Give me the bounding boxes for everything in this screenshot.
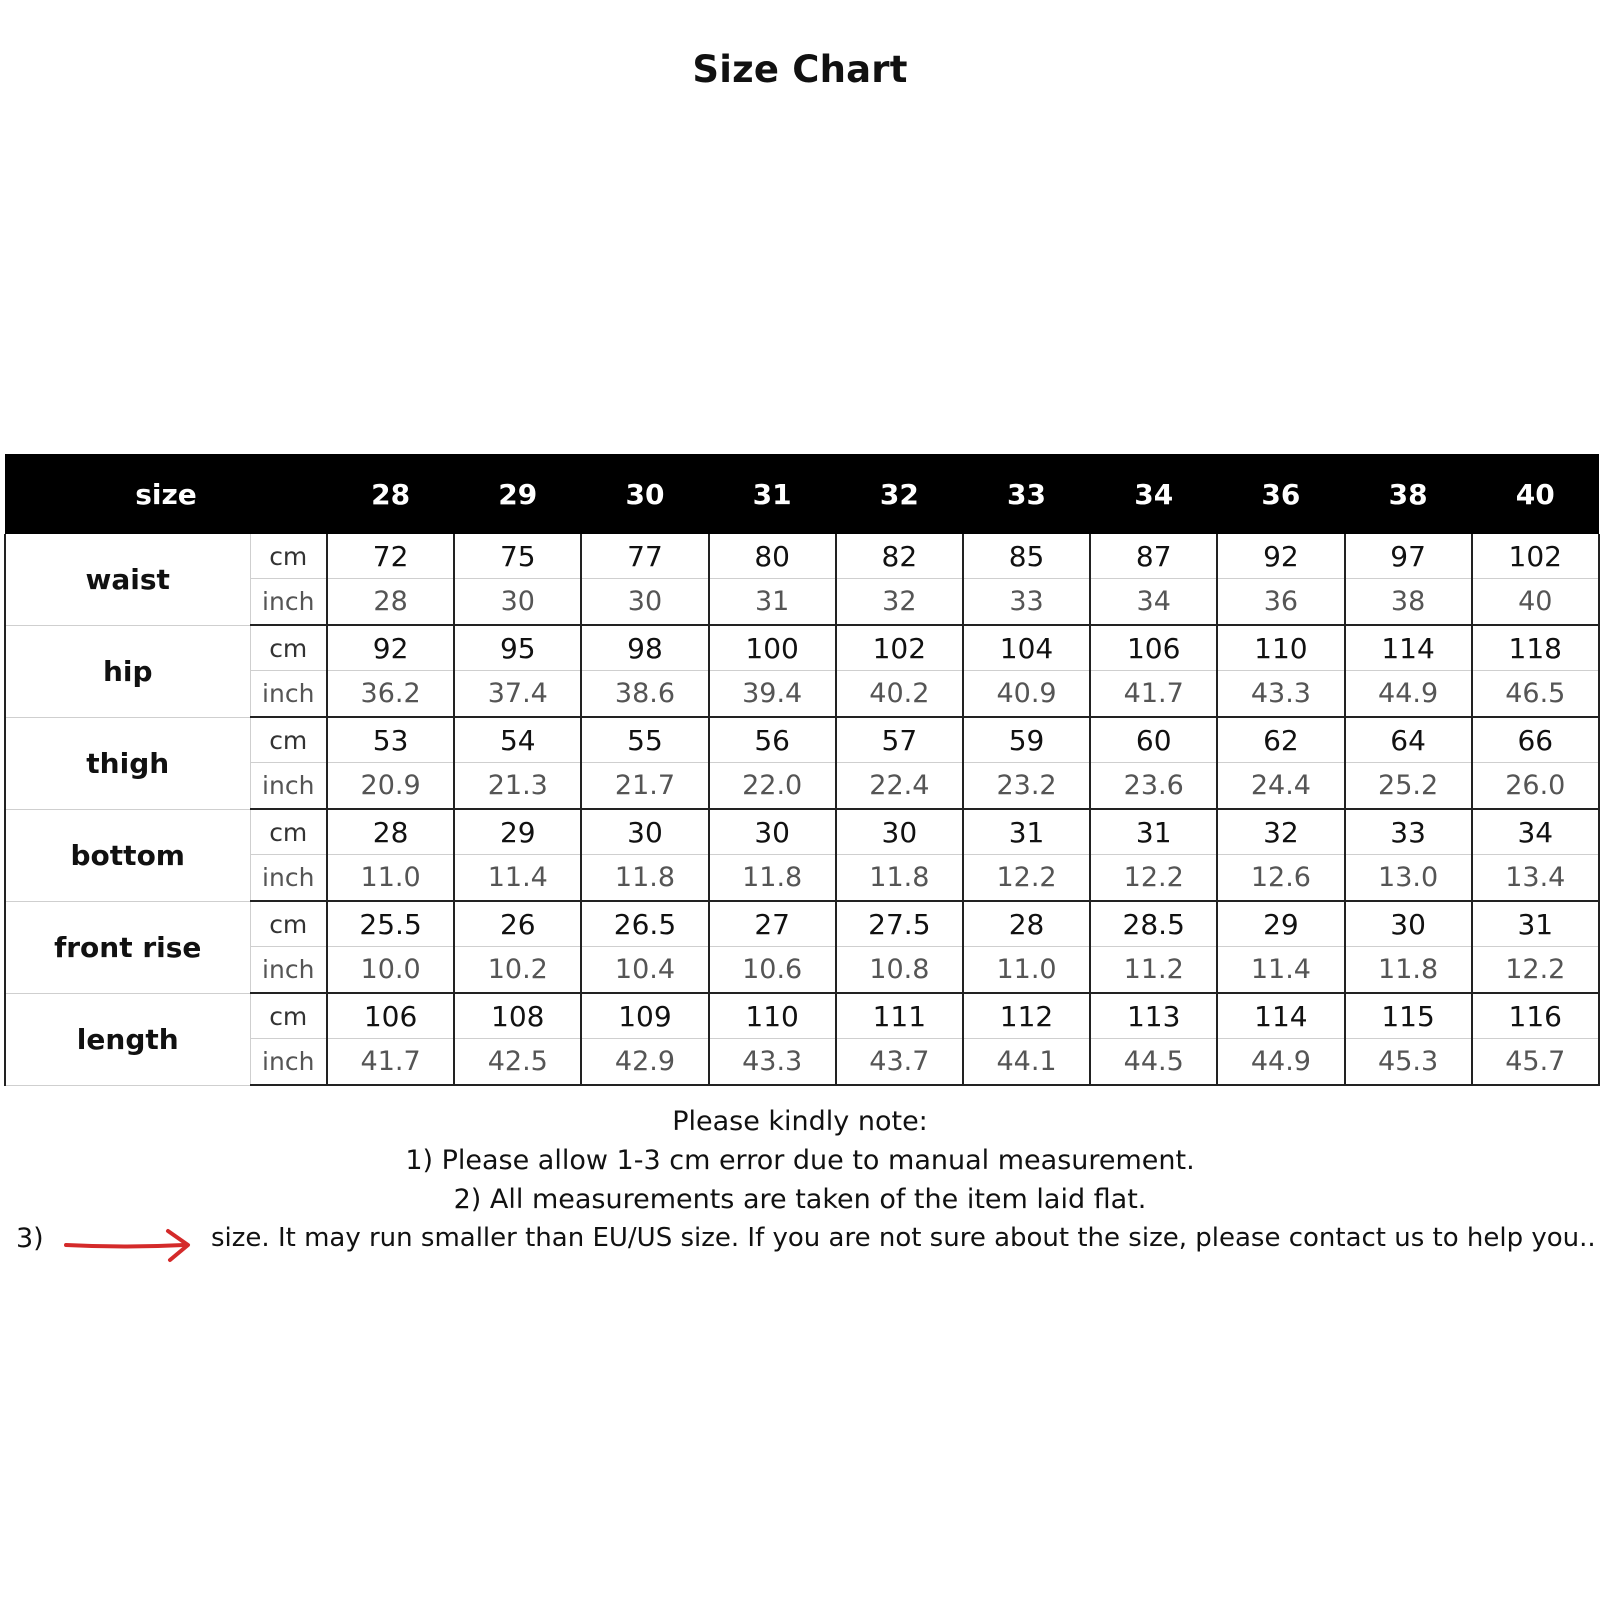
size-header-cell: 40 [1472, 454, 1599, 534]
table-cell: 30 [836, 809, 963, 855]
table-cell: 95 [454, 625, 581, 671]
table-cell: 44.9 [1217, 1039, 1344, 1086]
table-cell: 33 [1345, 809, 1472, 855]
table-cell: 37.4 [454, 671, 581, 718]
size-chart-table [4, 454, 1600, 1086]
note-3-number: 3) [16, 1223, 44, 1254]
unit-label: cm [250, 625, 327, 671]
unit-label: cm [250, 993, 327, 1039]
table-cell: 92 [327, 625, 454, 671]
size-header-cell: 33 [963, 454, 1090, 534]
table-cell: 30 [581, 579, 708, 626]
table-cell: 43.3 [709, 1039, 836, 1086]
table-cell: 11.4 [1217, 947, 1344, 994]
table-cell: 24.4 [1217, 763, 1344, 810]
table-header-row [5, 454, 1599, 534]
unit-label: inch [250, 671, 327, 718]
table-cell: 39.4 [709, 671, 836, 718]
measurement-label: front rise [5, 901, 250, 993]
table-cell: 10.2 [454, 947, 581, 994]
unit-label: inch [250, 579, 327, 626]
table-cell: 44.5 [1090, 1039, 1217, 1086]
table-row [5, 809, 1599, 855]
table-cell: 22.4 [836, 763, 963, 810]
table-cell: 72 [327, 534, 454, 579]
table-cell: 23.6 [1090, 763, 1217, 810]
table-cell: 34 [1472, 809, 1599, 855]
table-cell: 57 [836, 717, 963, 763]
table-cell: 46.5 [1472, 671, 1599, 718]
table-cell: 10.0 [327, 947, 454, 994]
size-header-cell: 32 [836, 454, 963, 534]
table-cell: 115 [1345, 993, 1472, 1039]
table-cell: 26.5 [581, 901, 708, 947]
table-cell: 42.9 [581, 1039, 708, 1086]
measurement-label: hip [5, 625, 250, 717]
size-header-cell: 30 [581, 454, 708, 534]
table-cell: 112 [963, 993, 1090, 1039]
table-row [5, 993, 1599, 1039]
table-row [5, 534, 1599, 579]
table-cell: 53 [327, 717, 454, 763]
table-cell: 92 [1217, 534, 1344, 579]
table-cell: 36 [1217, 579, 1344, 626]
table-cell: 31 [1090, 809, 1217, 855]
measurement-label: length [5, 993, 250, 1085]
size-header-cell: 29 [454, 454, 581, 534]
unit-label: inch [250, 1039, 327, 1086]
table-cell: 20.9 [327, 763, 454, 810]
table-cell: 28.5 [1090, 901, 1217, 947]
table-cell: 85 [963, 534, 1090, 579]
table-cell: 116 [1472, 993, 1599, 1039]
table-cell: 75 [454, 534, 581, 579]
measurement-label: waist [5, 534, 250, 625]
table-cell: 27.5 [836, 901, 963, 947]
table-cell: 42.5 [454, 1039, 581, 1086]
table-cell: 32 [836, 579, 963, 626]
unit-label: inch [250, 855, 327, 902]
table-cell: 31 [709, 579, 836, 626]
table-cell: 11.2 [1090, 947, 1217, 994]
table-cell: 28 [327, 809, 454, 855]
table-body [5, 534, 1599, 1085]
table-cell: 41.7 [327, 1039, 454, 1086]
table-cell: 100 [709, 625, 836, 671]
table-cell: 38.6 [581, 671, 708, 718]
table-cell: 38 [1345, 579, 1472, 626]
table-cell: 45.7 [1472, 1039, 1599, 1086]
table-cell: 110 [709, 993, 836, 1039]
table-cell: 44.1 [963, 1039, 1090, 1086]
table-cell: 11.8 [709, 855, 836, 902]
table-cell: 59 [963, 717, 1090, 763]
unit-label: inch [250, 763, 327, 810]
table-cell: 13.4 [1472, 855, 1599, 902]
table-cell: 87 [1090, 534, 1217, 579]
table-cell: 114 [1345, 625, 1472, 671]
table-cell: 11.4 [454, 855, 581, 902]
table-cell: 31 [963, 809, 1090, 855]
table-cell: 10.6 [709, 947, 836, 994]
table-cell: 41.7 [1090, 671, 1217, 718]
table-cell: 12.2 [963, 855, 1090, 902]
size-header-cell: 36 [1217, 454, 1344, 534]
table-cell: 21.3 [454, 763, 581, 810]
unit-label: cm [250, 809, 327, 855]
table-cell: 30 [709, 809, 836, 855]
table-cell: 30 [581, 809, 708, 855]
table-cell: 44.9 [1345, 671, 1472, 718]
table-cell: 10.8 [836, 947, 963, 994]
table-cell: 12.2 [1090, 855, 1217, 902]
table-cell: 40.2 [836, 671, 963, 718]
table-cell: 114 [1217, 993, 1344, 1039]
note-line-1: 1) Please allow 1-3 cm error due to manual measurement. [405, 1145, 1195, 1176]
table-cell: 25.2 [1345, 763, 1472, 810]
table-cell: 40.9 [963, 671, 1090, 718]
table-cell: 77 [581, 534, 708, 579]
table-cell: 82 [836, 534, 963, 579]
table-cell: 111 [836, 993, 963, 1039]
table-row [5, 717, 1599, 763]
right-arrow-icon [64, 1227, 194, 1263]
table-cell: 34 [1090, 579, 1217, 626]
table-cell: 97 [1345, 534, 1472, 579]
table-cell: 80 [709, 534, 836, 579]
table-cell: 30 [454, 579, 581, 626]
table-row [5, 625, 1599, 671]
note-line-2: 2) All measurements are taken of the item laid flat. [453, 1184, 1147, 1215]
table-cell: 11.0 [327, 855, 454, 902]
table-cell: 33 [963, 579, 1090, 626]
table-cell: 30 [1345, 901, 1472, 947]
unit-label: inch [250, 947, 327, 994]
table-cell: 104 [963, 625, 1090, 671]
table-cell: 45.3 [1345, 1039, 1472, 1086]
table-cell: 102 [1472, 534, 1599, 579]
table-cell: 28 [327, 579, 454, 626]
table-cell: 64 [1345, 717, 1472, 763]
table-cell: 27 [709, 901, 836, 947]
table-cell: 113 [1090, 993, 1217, 1039]
table-cell: 102 [836, 625, 963, 671]
table-cell: 11.0 [963, 947, 1090, 994]
unit-label: cm [250, 717, 327, 763]
note-line-3 [0, 1223, 1600, 1263]
table-cell: 40 [1472, 579, 1599, 626]
table-cell: 29 [454, 809, 581, 855]
table-cell: 11.8 [836, 855, 963, 902]
table-cell: 13.0 [1345, 855, 1472, 902]
size-header-cell: 34 [1090, 454, 1217, 534]
table-cell: 109 [581, 993, 708, 1039]
table-cell: 106 [1090, 625, 1217, 671]
table-cell: 26.0 [1472, 763, 1599, 810]
note-3-text: size. It may run smaller than EU/US size. If you are not sure about the size, please contact us to help you.. [211, 1223, 1596, 1253]
size-header-cell: 28 [327, 454, 454, 534]
table-cell: 11.8 [1345, 947, 1472, 994]
table-cell: 54 [454, 717, 581, 763]
table-cell: 11.8 [581, 855, 708, 902]
measurement-label: thigh [5, 717, 250, 809]
table-cell: 43.7 [836, 1039, 963, 1086]
size-header-cell: 38 [1345, 454, 1472, 534]
chart-title: Size Chart [692, 48, 908, 91]
table-cell: 55 [581, 717, 708, 763]
table-cell: 98 [581, 625, 708, 671]
table-cell: 43.3 [1217, 671, 1344, 718]
table-cell: 66 [1472, 717, 1599, 763]
table-cell: 32 [1217, 809, 1344, 855]
table-row [5, 901, 1599, 947]
unit-label: cm [250, 534, 327, 579]
table-cell: 108 [454, 993, 581, 1039]
table-cell: 36.2 [327, 671, 454, 718]
table-cell: 62 [1217, 717, 1344, 763]
table-cell: 26 [454, 901, 581, 947]
table-cell: 25.5 [327, 901, 454, 947]
measurement-label: bottom [5, 809, 250, 901]
table-cell: 22.0 [709, 763, 836, 810]
table-cell: 60 [1090, 717, 1217, 763]
table-cell: 12.6 [1217, 855, 1344, 902]
table-cell: 23.2 [963, 763, 1090, 810]
size-header-cell: 31 [709, 454, 836, 534]
size-header-label: size [5, 454, 327, 534]
unit-label: cm [250, 901, 327, 947]
table-cell: 118 [1472, 625, 1599, 671]
table-cell: 10.4 [581, 947, 708, 994]
table-cell: 12.2 [1472, 947, 1599, 994]
table-cell: 29 [1217, 901, 1344, 947]
table-cell: 31 [1472, 901, 1599, 947]
table-cell: 56 [709, 717, 836, 763]
notes-heading: Please kindly note: [672, 1106, 928, 1137]
table-cell: 28 [963, 901, 1090, 947]
table-cell: 106 [327, 993, 454, 1039]
table-cell: 110 [1217, 625, 1344, 671]
table-cell: 21.7 [581, 763, 708, 810]
